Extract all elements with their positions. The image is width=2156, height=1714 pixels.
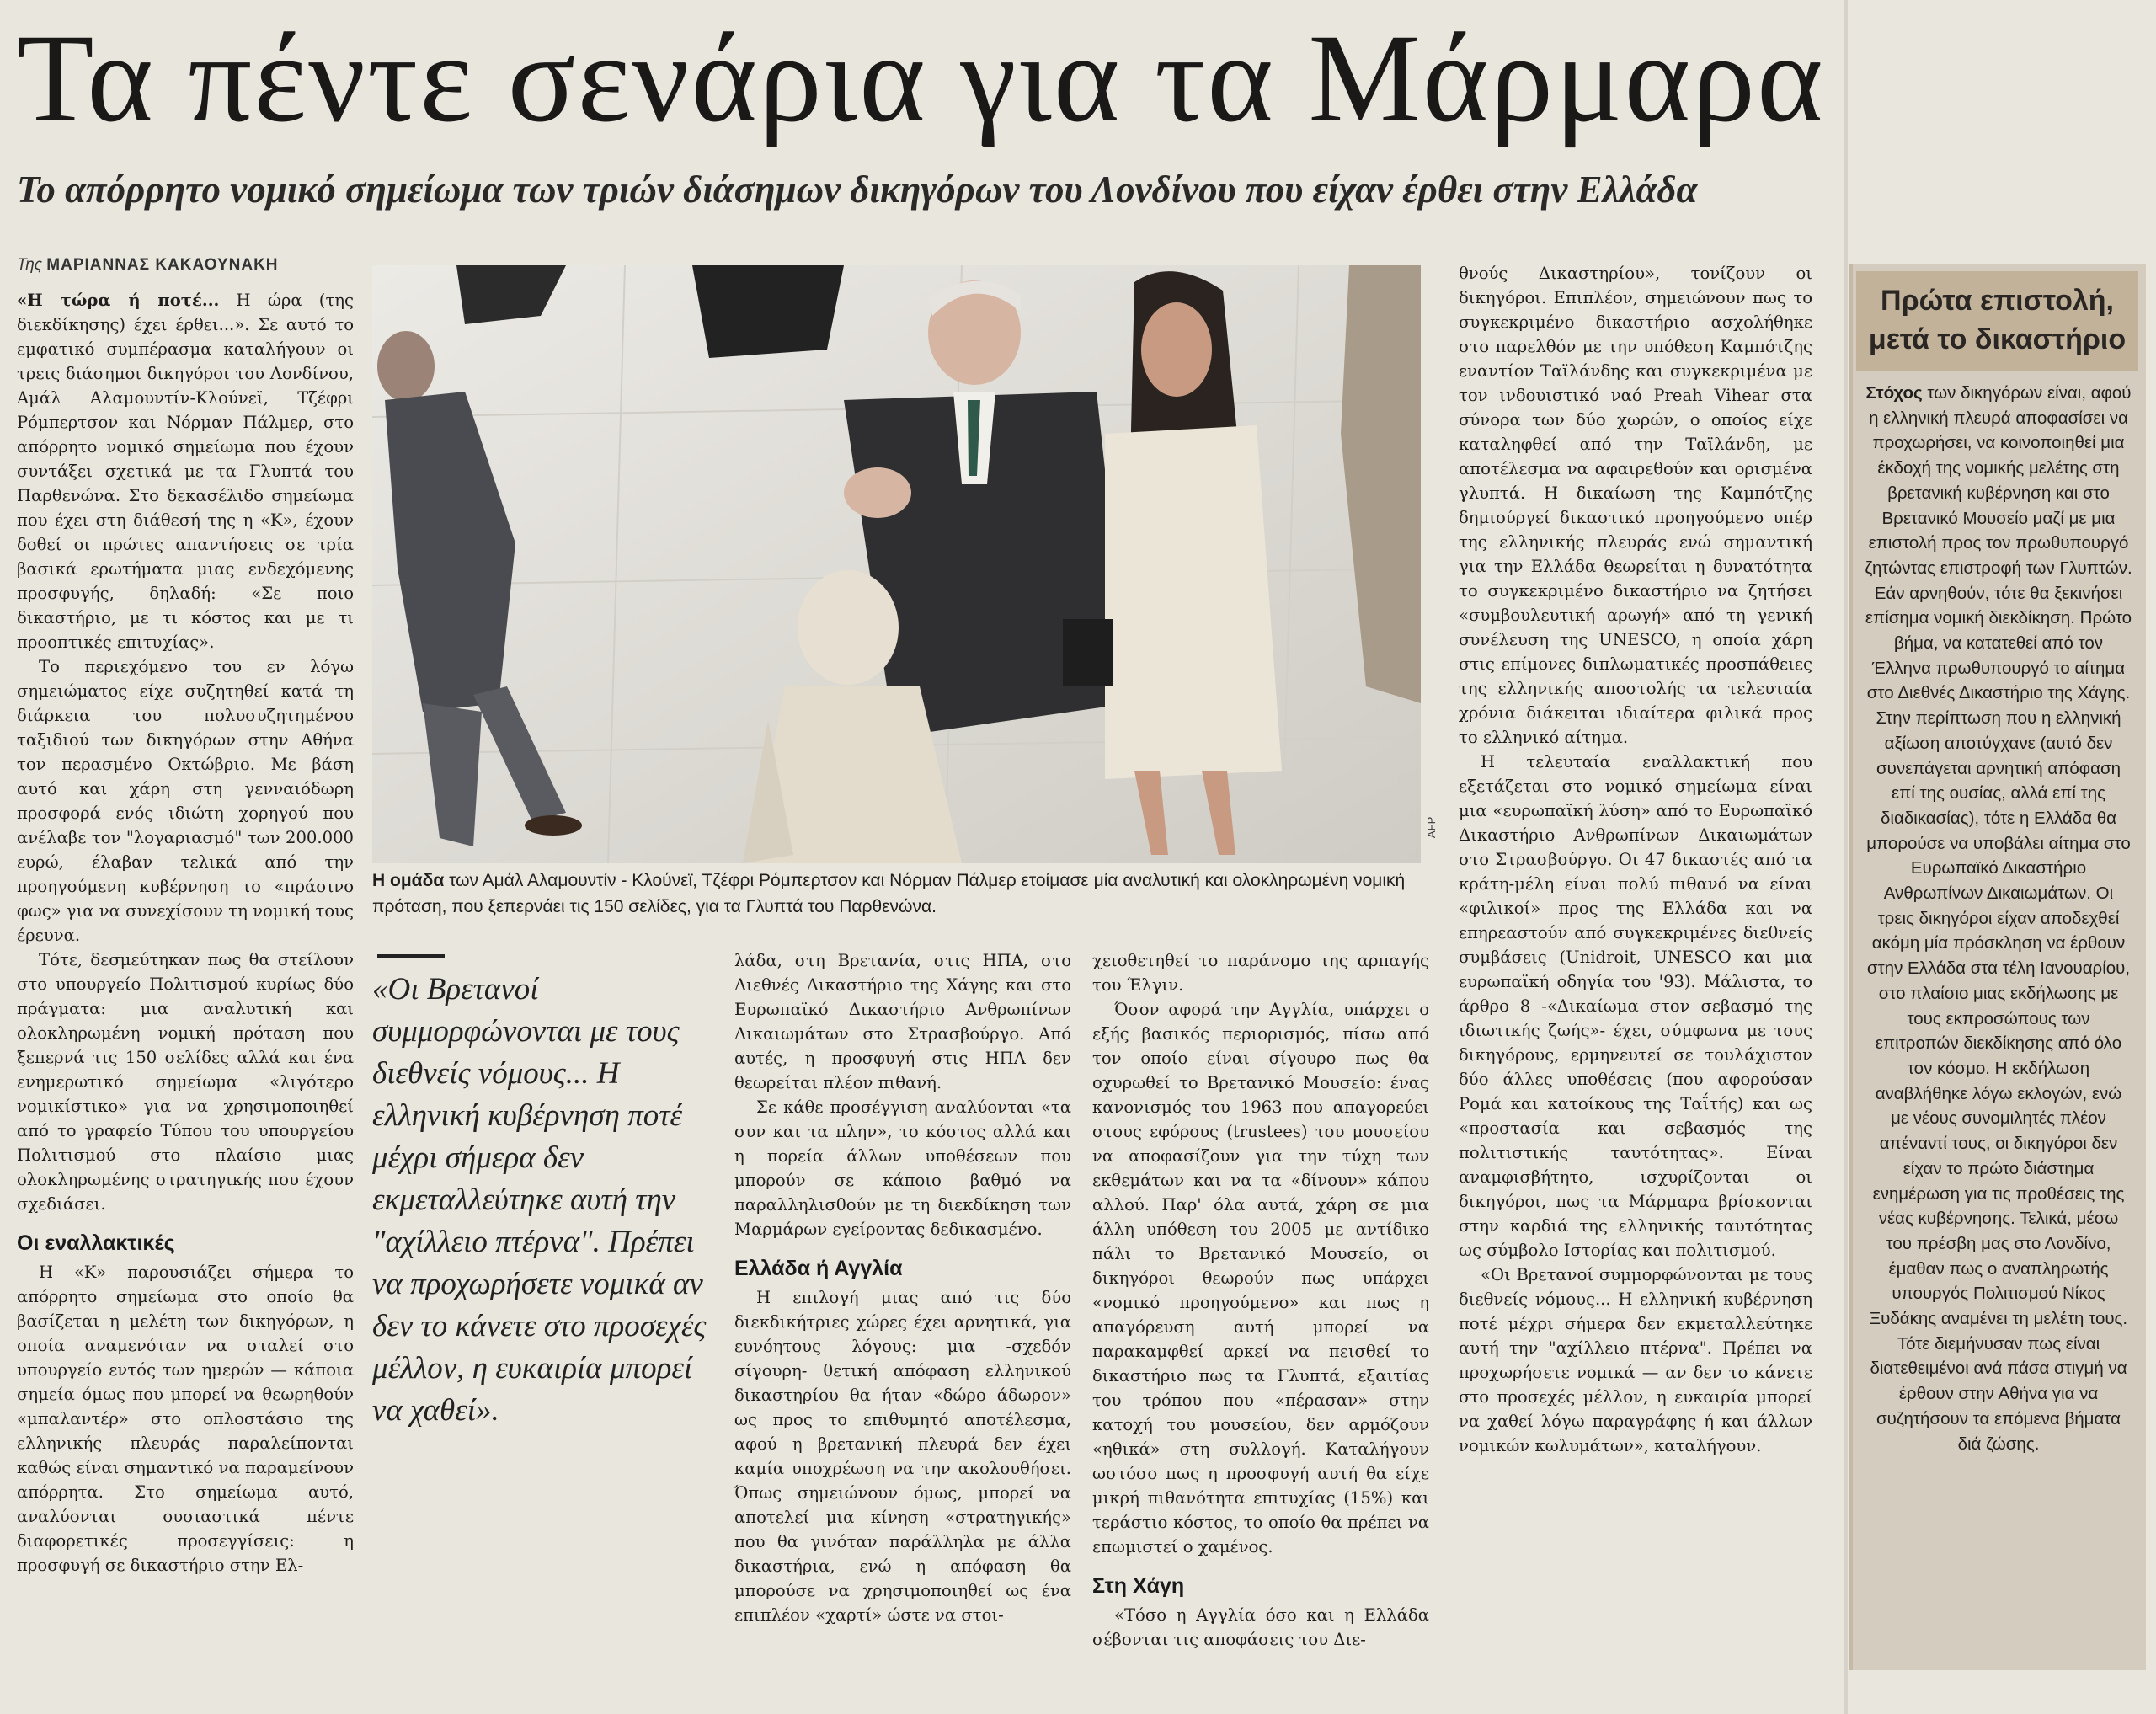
- pullquote-rule: [377, 954, 445, 958]
- subheading-greece-or-england: Ελλάδα ή Αγγλία: [734, 1257, 903, 1280]
- photo-illustration: [372, 265, 1421, 863]
- col2-paragraph-3: Η επιλογή μιας από τις δύο διεκδικήτριες χώρες έχει αρνητικά, για ευνόητους λόγους: μια -σχεδόν σίγουρη- θετική απόφαση ελληνικού δικαστηρίου θα ήταν «δώρο άδωρον» ως προς το επιθυμητό αποτέλεσμα, αφού η βρετανική πλευρά δεν έχει καμία υποχρέωση να την ακολουθήσει. Όπως σημειώνουν όμως, μπορεί να αποτελεί μια κίνηση «στρατηγικής» που θα γινόταν παράλληλα με άλλα δικαστήρια, ενώ η απόφαση θα μπορούσε να χρησιμοποιηθεί ως ένα επιπλέον «χαρτί» ώστε να στοι-: [734, 1288, 1071, 1625]
- col1-paragraph-1: [17, 288, 354, 654]
- col3-paragraph-1: χειοθετηθεί το παράνομο της αρπαγής του Έλγιν.: [1092, 951, 1429, 995]
- col3-paragraph-2: Όσον αφορά την Αγγλία, υπάρχει ο εξής βασικός περιορισμός, πίσω από τον οποίο είναι σίγουρο πως θα οχυρωθεί το Βρετανικό Μουσείο: ένας κανονισμός του 1963 που απαγορεύει στους εφόρους (trustees) του μουσείου να αποφασίζουν για την τύχη των εκθεμάτων και να τα «δίνουν» κάπου αλλού. Παρ' όλα αυτά, χάρη σε μια άλλη υπόθεση του 2005 με αντίδικο πάλι το Βρετανικό Μουσείο, οι δικηγόροι θεωρούν πως υπάρχει «νομικό προηγούμενο» και πως η απαγόρευση αυτή μπορεί να παρακαμφθεί αρκεί να πεισθεί το δικαστήριο πως τα Γλυπτά, εξαιτίας του τρόπου που «πέρασαν» στην κατοχή του μουσείου, δεν αρμόζουν «ηθικά» στη συλλογή. Καταλήγουν ωστόσο πως η προσφυγή αυτή θα είχε μικρή πιθανότητα επιτυχίας (15%) και τεράστιο κόστος, το οποίο θα πρέπει να επωμιστεί ο χαμένος.: [1092, 1000, 1429, 1556]
- photo-credit: AFP: [1425, 816, 1438, 838]
- column-3: [1092, 948, 1429, 1690]
- article-subhead: Το απόρρητο νομικό σημείωμα των τριών διάσημων δικηγόρων του Λονδίνου που είχαν έρθει στην Ελλάδα: [17, 168, 1698, 211]
- col1-lead: «Η τώρα ή ποτέ...: [17, 291, 220, 310]
- sidebar-lead: Στόχος: [1865, 383, 1923, 403]
- sidebar-title: Πρώτα επιστολή, μετά το δικαστήριο: [1856, 271, 2138, 371]
- col2-paragraph-2: Σε κάθε προσέγγιση αναλύονται «τα συν και τα πλην», το κόστος αλλά και η πορεία άλλων υποθέσεων που μπορούν σε κάποιο βαθμό να παραλληλισθούν με τη διεκδίκηση των Μαρμάρων εγείροντας δεδικασμένο.: [734, 1097, 1071, 1239]
- caption-text: των Αμάλ Αλαμουντίν - Κλούνεϊ, Τζέφρι Ρόμπερτσον και Νόρμαν Πάλμερ ετοίμασε μία αναλυτική και ολοκληρωμένη νομική πρόταση, που ξεπερνάει τις 150 σελίδες, για τα Γλυπτά του Παρθενώνα.: [372, 871, 1406, 916]
- col1-paragraph-4: Η «Κ» παρουσιάζει σήμερα το απόρρητο σημείωμα στο οποίο θα βασίζεται η μελέτη των δικηγόρων, η οποία αναμενόταν να σταλεί στο υπουργείο εντός των ημερών — κάποια σημεία όμως που μπορεί να θεωρηθούν «μπαλαντέρ» στο οπλοστάσιο της ελληνικής πλευράς παραλείπονται καθώς είναι σημαντικό να παραμείνουν απόρρητα. Στο σημείωμα αυτό, αναλύονται ουσιαστικά πέντε διαφορετικές προσεγγίσεις: η προσφυγή σε δικαστήριο στην Ελ-: [17, 1263, 354, 1575]
- photo-caption: [372, 868, 1421, 920]
- sidebar-text: των δικηγόρων είναι, αφού η ελληνική πλευρά αποφασίσει να προχωρήσει, να κοινοποιηθεί μια έκδοχή της νομικής μελέτης στη βρετανική κυβέρνηση και στο Βρετανικό Μουσείο μαζί με μια επιστολή προς τον πρωθυπουργό ζητώντας επιστροφή των Γλυπτών. Εάν αρνηθούν, τότε θα ξεκινήσει επίσημα νομική διεκδίκηση. Πρώτο βήμα, να κατατεθεί από τον Έλληνα πρωθυπουργό το αίτημα στο Διεθνές Δικαστήριο της Χάγης. Στην περίπτωση που η ελληνική αξίωση αποτύγχανε (αυτό δεν συνεπάγεται αρνητική απόφαση επί της ουσίας, αλλά επί της διαδικασίας), τότε η Ελλάδα θα μπορούσε να υποβάλει αίτημα στο Ευρωπαϊκό Δικαστήριο Ανθρωπίνων Δικαιωμάτων. Οι τρεις δικηγόροι είχαν αποδεχθεί ακόμη μία πρόσκληση να έρθουν στην Ελλάδα στα τέλη Ιανουαρίου, στο πλαίσιο μιας εκδήλωσης με τους εκπροσώπους των επιτροπών διεκδίκησης από όλο τον κόσμο. Η εκδήλωση αναβλήθηκε λόγω εκλογών, ενώ με νέους συνομιλητές πλέον απέναντί τους, οι δικηγόροι δεν είχαν το πρώτο διάστημα ενημέρωση για τις προθέσεις της νέας κυβέρνησης. Τελικά, μέσω του πρέσβη μας στο Λονδίνο, έμαθαν πως ο αναπληρωτής υπουργός Πολιτισμού Νίκος Ξυδάκης αναμένει τη μελέτη τους. Τότε διεμήνυσαν πως είναι διατεθειμένοι ανά πάσα στιγμή να έρθουν στην Αθήνα για να συζητήσουν τα επόμενα βήματα διά ζώσης.: [1865, 383, 2132, 1454]
- col3-paragraph-3: «Τόσο η Αγγλία όσο και η Ελλάδα σέβονται τις αποφάσεις του Διε-: [1092, 1605, 1429, 1649]
- byline: [17, 256, 371, 275]
- pullquote: [372, 969, 718, 1432]
- sidebar-body: [1865, 381, 2132, 1456]
- column-2: [734, 948, 1071, 1690]
- col1-paragraph-3: Τότε, δεσμεύτηκαν πως θα στείλουν στο υπουργείο Πολιτισμού κυρίως δύο πράγματα: μια αναλυτική και ολοκληρωμένη νομική πρόταση που ξεπερνά τις 150 σελίδες αλλά και ένα ενημερωτικό σημείωμα «λιγότερο νομικίστικο» για να χρησιμοποιηθεί από το γραφείο Τύπου του υπουργείου Πολιτισμού στο πλαίσιο μιας ολοκληρωμένης στρατηγικής που έχουν σχεδιάσει.: [17, 950, 354, 1214]
- article-headline: Τα πέντε σενάρια για τα Μάρμαρα: [17, 8, 1825, 148]
- caption-lead: Η ομάδα: [372, 871, 445, 890]
- byline-author: ΜΑΡΙΑΝΝΑΣ ΚΑΚΑΟΥΝΑΚΗ: [46, 256, 279, 274]
- col4-paragraph-3: «Οι Βρετανοί συμμορφώνονται με τους διεθνείς νόμους... Η ελληνική κυβέρνηση ποτέ μέχρι σήμερα δεν εκμεταλλεύτηκε αυτή την "αχίλλειο πτέρνα". Πρέπει να προχωρήσετε νομικά — αν δεν το κάνετε στο προσεχές μέλλον, η ευκαιρία μπορεί να χαθεί λόγω παραγράφης ή και άλλων νομικών κωλυμάτων», καταλήγουν.: [1459, 1265, 1812, 1455]
- byline-prefix: Της: [17, 256, 42, 274]
- article-photo: [372, 265, 1421, 863]
- col2-paragraph-1: λάδα, στη Βρετανία, στις ΗΠΑ, στο Διεθνές Δικαστήριο της Χάγης και στο Ευρωπαϊκό Δικαστήριο Ανθρωπίνων Δικαιωμάτων στο Στρασβούργο. Από αυτές, η προσφυγή στις ΗΠΑ δεν θεωρείται πλέον πιθανή.: [734, 951, 1071, 1092]
- subheading-hague: Στη Χάγη: [1092, 1574, 1185, 1598]
- col4-paragraph-2: Η τελευταία εναλλακτική που εξετάζεται στο νομικό σημείωμα είναι μια «ευρωπαϊκή λύση» από το Ευρωπαϊκό Δικαστήριο Ανθρωπίνων Δικαιωμάτων στο Στρασβούργο. Οι 47 δικαστές από τα κράτη-μέλη είναι πολύ πιθανό να είναι «φιλικοί» προς της Ελλάδα και να επηρεαστούν από συγκεκριμένες διεθνείς συμβάσεις (Unidroit, UNESCO και μια ευρωπαϊκή οδηγία του '93). Μάλιστα, το άρθρο 8 -«Δικαίωμα στον σεβασμό της ιδιωτικής ζωής»- έχει, σύμφωνα με τους δικηγόρους, ερμηνευτεί σε τουλάχιστον δύο άλλες υποθέσεις (που αφορούσαν Ρομά και κατοίκους της Ταΐτής) και ως «προστασία και σεβασμός της πολιτιστικής ταυτότητας». Είναι αναμφισβήτητο, ισχυρίζονται οι δικηγόροι, πως τα Μάρμαρα βρίσκονται στην καρδιά της ελληνικής ταυτότητας ως σύμβολο Ιστορίας και πολιτισμού.: [1459, 752, 1812, 1260]
- subheading-alternatives: Οι εναλλακτικές: [17, 1231, 175, 1255]
- column-1: [17, 288, 354, 1703]
- page-fold: [1844, 0, 1848, 1714]
- pullquote-text: «Οι Βρετανοί συμμορφώνονται με τους διεθνείς νόμους... Η ελληνική κυβέρνηση ποτέ μέχρι σήμερα δεν εκμεταλλεύτηκε αυτή την "αχίλλειο πτέρνα". Πρέπει να προχωρήσετε νομικά αν δεν το κάνετε στο προσεχές μέλλον, η ευκαιρία μπορεί να χαθεί».: [372, 972, 707, 1428]
- col4-paragraph-1: θνούς Δικαστηρίου», τονίζουν οι δικηγόροι. Επιπλέον, σημειώνουν πως το συγκεκριμένο δικαστήριο ασχολήθηκε στο παρελθόν με την υπόθεση Καμπότζης εναντίον Ταϊλάνδης και συγκεκριμένα με τον ινδουιστικό ναό Preah Vihear στα σύνορα των δύο χωρών, ο οποίος είχε καταληφθεί από την Ταϊλάνδη, με αποτέλεσμα να αφαιρεθούν και ορισμένα γλυπτά. Η δικαίωση της Καμπότζης δημιούργεί δικαστικό προηγούμενο υπέρ της ελληνικής πλευράς ενώ σημαντική για την Ελλάδα θεωρείται η δυνατότητα το συγκεκριμένο δικαστήριο να ζητήσει «συμβουλευτική αρωγή» από τη γενική συνέλευση της UNESCO, η οποία χάρη στις επίμονες διπλωματικές προσπάθειες της ελληνικής αποστολής τα τελευταία χρόνια διάκειται ιδιαίτερα φιλικά προς το ελληνικό αίτημα.: [1459, 264, 1812, 747]
- column-4: [1459, 261, 1812, 1693]
- col1-paragraph-2: Το περιεχόμενο του εν λόγω σημειώματος είχε συζητηθεί κατά τη διάρκεια του πολυσυζητημένου ταξιδιού των δικηγόρων στην Αθήνα τον περασμένο Οκτώβριο. Με βάση αυτό και χάρη στη γενναιόδωρη προσφορά ενός ιδιώτη χορηγού που ανέλαβε τον "λογαριασμό" των 200.000 ευρώ, έλαβαν τελικά από την προηγούμενη κυβέρνηση το «πράσινο φως» για να συνεχίσουν τη νομική τους έρευνα.: [17, 657, 354, 945]
- col1-p1-text: Η ώρα (της διεκδίκησης) έχει έρθει...». Σε αυτό το εμφατικό συμπέρασμα καταλήγουν οι τρεις διάσημοι δικηγόροι του Λονδίνου, Αμάλ Αλαμουντίν-Κλούνεϊ, Τζέφρι Ρόμπερτσον και Νόρμαν Πάλμερ, στο απόρρητο νομικό σημείωμα που έχουν συντάξει σχετικά με τα Γλυπτά του Παρθενώνα. Στο δεκασέλιδο σημείωμα που έχει στη διάθεσή της η «Κ», έχουν δοθεί οι πρώτες απαντήσεις σε τρία βασικά ερωτήματα μιας ενδεχόμενης προσφυγής, δηλαδή: «Σε ποιο δικαστήριο, με τι κόστος και με τι προοπτικές επιτυχίας».: [17, 291, 354, 652]
